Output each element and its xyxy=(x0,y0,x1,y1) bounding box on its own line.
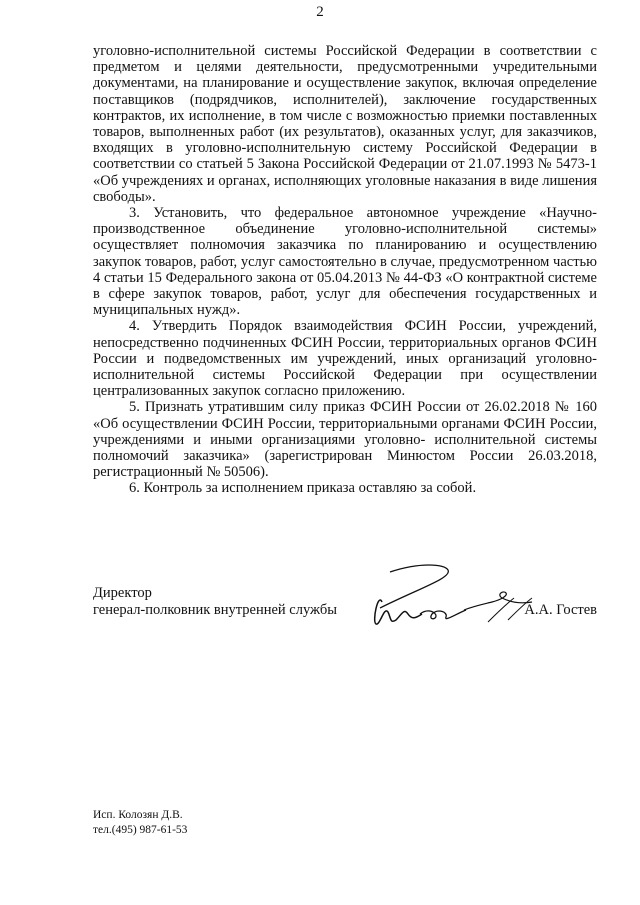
signatory-rank: генерал-полковник внутренней службы xyxy=(93,602,337,618)
signatory-name: А.А. Гостев xyxy=(524,602,597,618)
paragraph-1: уголовно-исполнительной системы Российской Федерации в соответствии с предметом и целями деятельности, предусмотренными учредительными документами, на планирование и осуществление закупок, включая определение поставщиков (подрядчиков, исполнителей), заключение государственных контрактов, их исполнение, в том числе с возможностью приемки поставленных товаров, выполненных работ (их результатов), оказанных услуг, для заказчиков, входящих в уголовно-исполнительную систему Российской Федерации в соответствии со статьей 5 Закона Российской Федерации от 21.07.1993 № 5473-1 «Об учреждениях и органах, исполняющих уголовные наказания в виде лишения свободы». xyxy=(93,43,597,205)
executor-footer xyxy=(93,808,187,838)
page-number: 2 xyxy=(316,4,324,20)
executor-name: Исп. Колозян Д.В. xyxy=(93,809,183,821)
paragraph-3: 4. Утвердить Порядок взаимодействия ФСИН России, учреждений, непосредственно подчиненных ФСИН России, территориальных органов ФСИН России и подведомственных им учреждений, иных организаций уголовно-исполнительной системы Российской Федерации при осуществлении централизованных закупок согласно приложению. xyxy=(93,318,597,400)
executor-phone: тел.(495) 987-61-53 xyxy=(93,824,188,836)
paragraph-4: 5. Признать утратившим силу приказ ФСИН России от 26.02.2018 № 160 «Об осуществлении ФСИН России, территориальными органами ФСИН России, учреждениями и иными организациями уголовно- исполнительной системы полномочий заказчика» (зарегистрирован Минюстом России 26.03.2018, регистрационный № 50506). xyxy=(93,399,597,481)
handwritten-signature xyxy=(270,562,560,637)
document-body xyxy=(93,43,597,497)
signatory-title: Директор xyxy=(93,585,152,601)
paragraph-5: 6. Контроль за исполнением приказа оставляю за собой. xyxy=(129,480,477,497)
paragraph-2: 3. Установить, что федеральное автономное учреждение «Научно- производственное объединение уголовно-исполнительной системы» осуществляет полномочия заказчика по планированию и осуществлению закупок товаров, работ, услуг самостоятельно в случае, предусмотренном частью 4 статьи 15 Федерального закона от 05.04.2013 № 44-ФЗ «О контрактной системе в сфере закупок товаров, работ, услуг для обеспечения государственных и муниципальных нужд». xyxy=(93,205,597,319)
